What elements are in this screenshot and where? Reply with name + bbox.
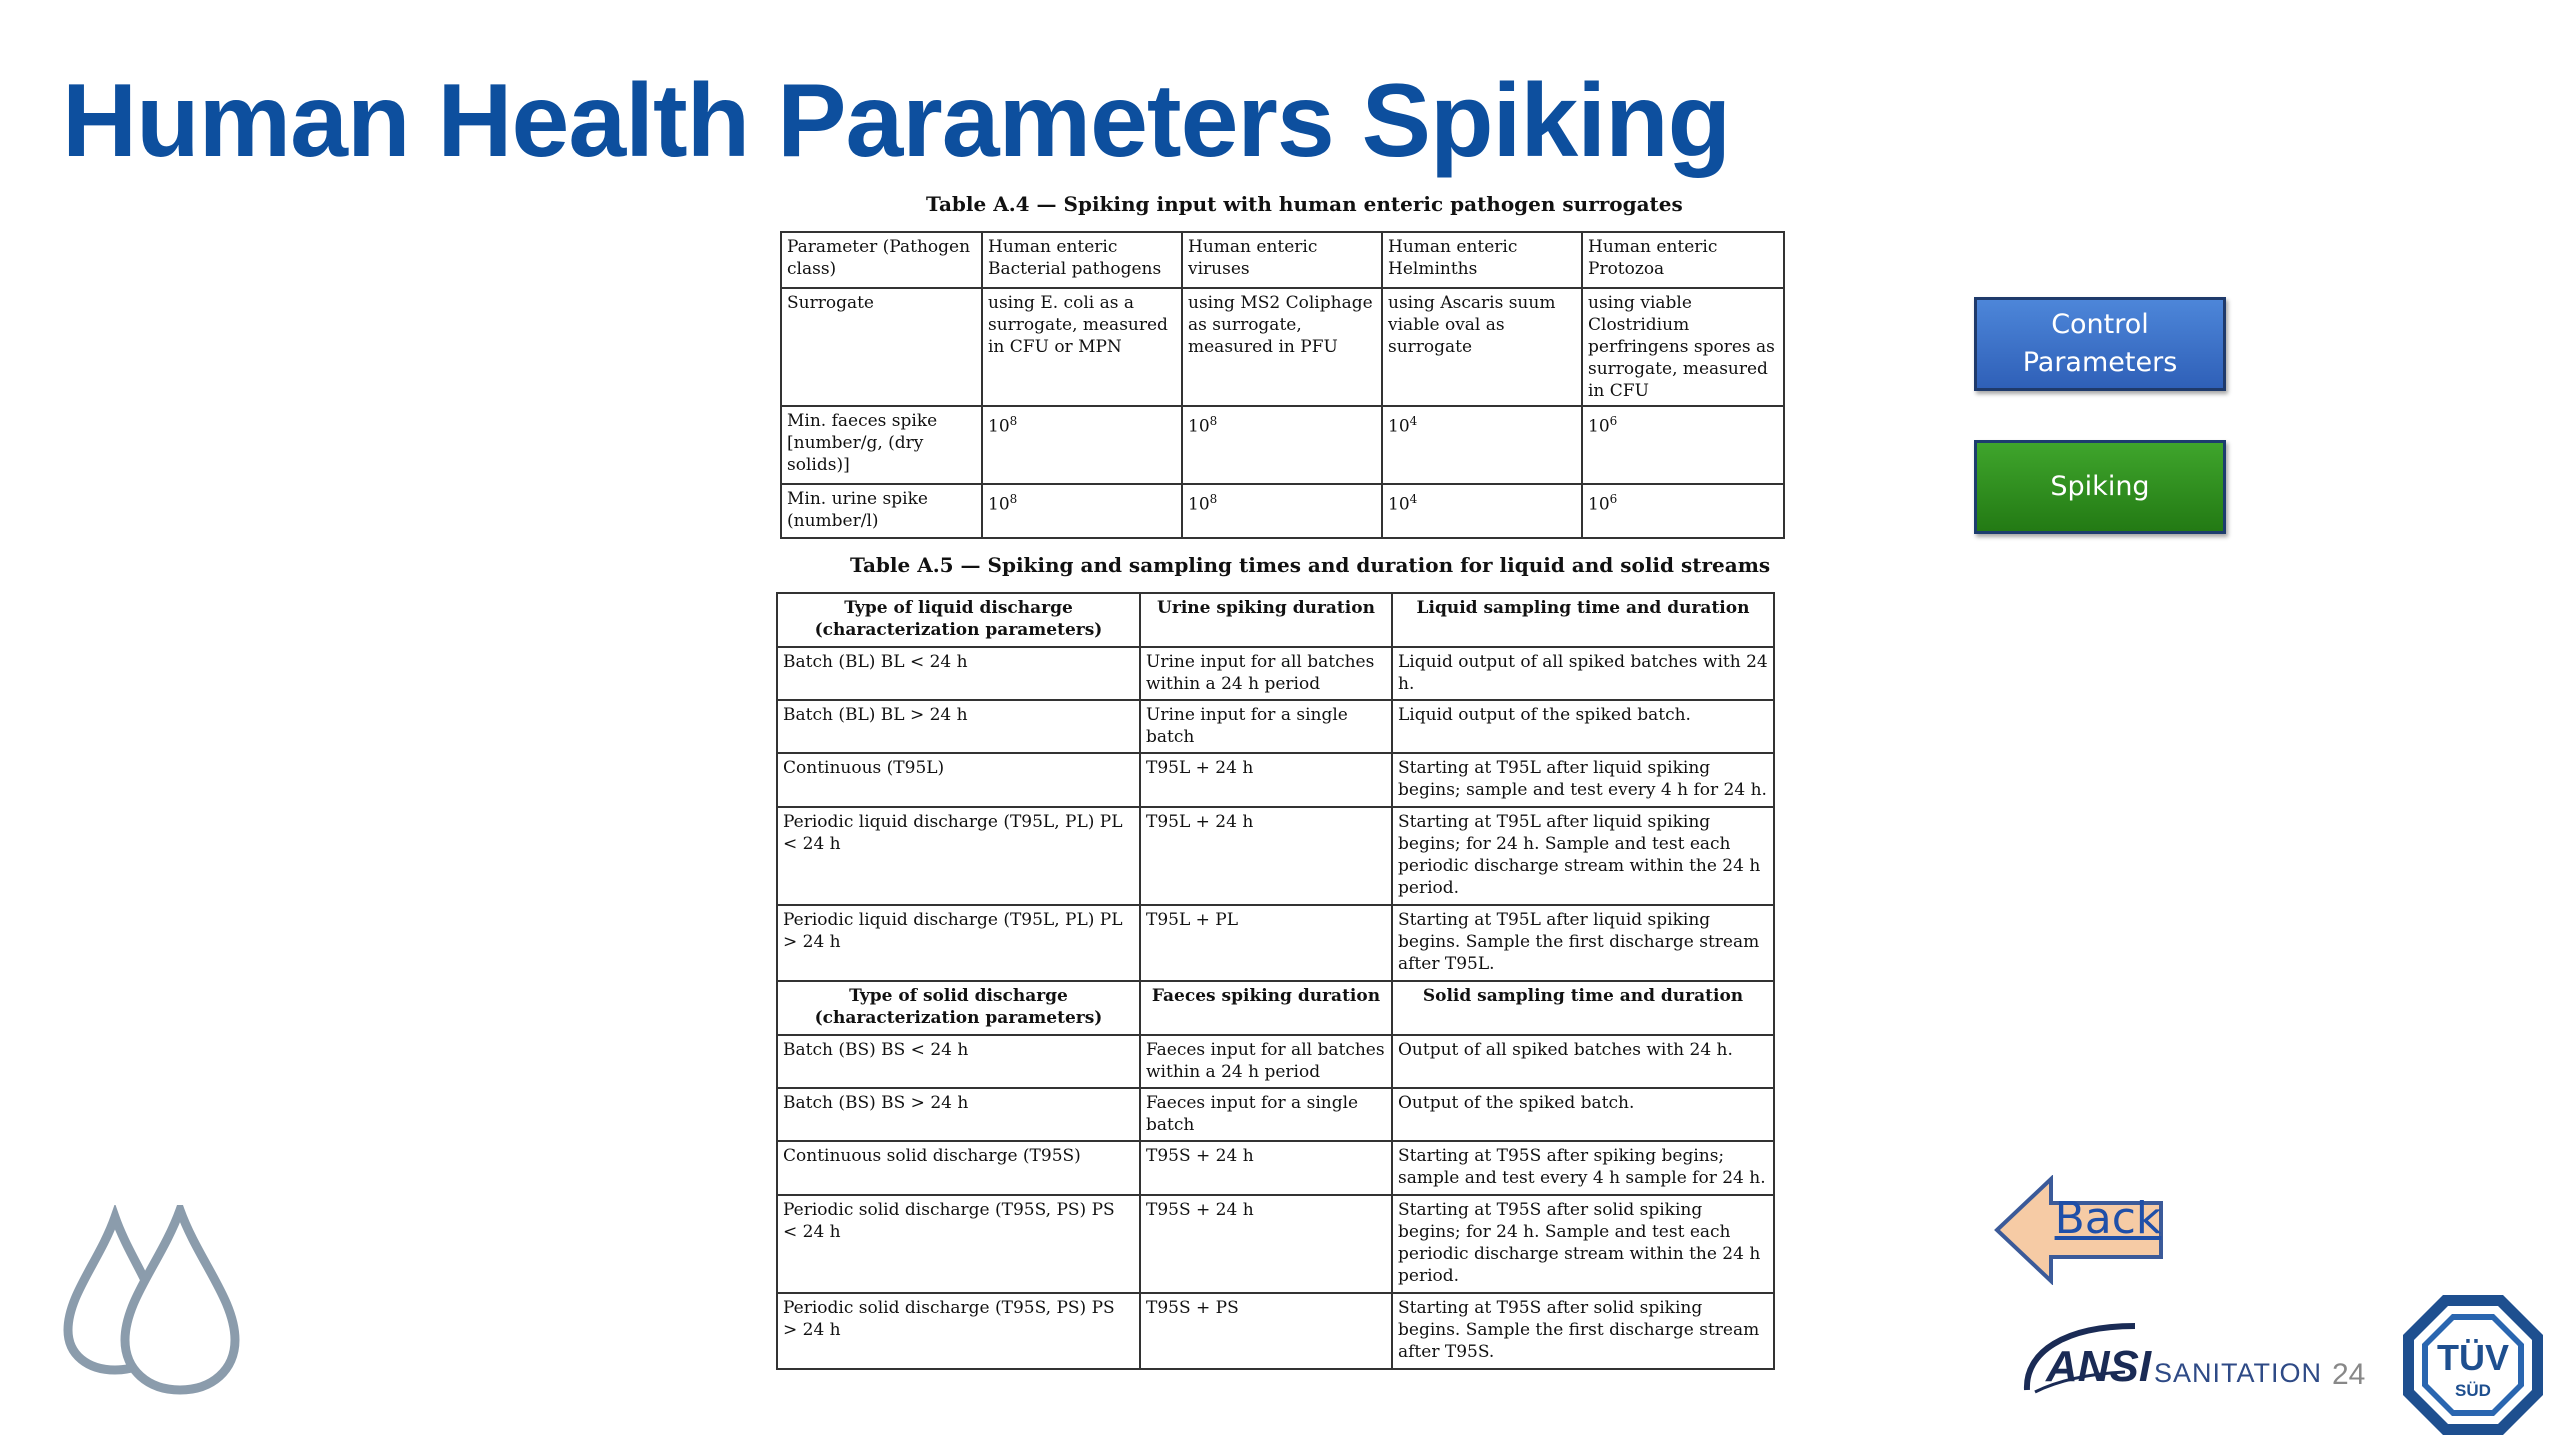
table-row bbox=[781, 406, 1784, 484]
back-button[interactable] bbox=[1993, 1175, 2168, 1285]
table-cell: Human enteric viruses bbox=[1182, 232, 1382, 288]
table-header-cell: Liquid sampling time and duration bbox=[1392, 593, 1774, 647]
table-row bbox=[777, 807, 1774, 905]
table-header-row bbox=[777, 981, 1774, 1035]
power-base: 10 bbox=[1588, 416, 1610, 437]
table-cell: using Ascaris suum viable oval as surrogate bbox=[1382, 288, 1582, 406]
table-cell: Min. urine spike (number/l) bbox=[781, 484, 982, 538]
table-cell: Human enteric Protozoa bbox=[1582, 232, 1784, 288]
table-cell: Faeces input for a single batch bbox=[1140, 1088, 1392, 1141]
table-cell bbox=[1182, 406, 1382, 484]
table-cell: Starting at T95L after liquid spiking begins. Sample the first discharge stream after T95L. bbox=[1392, 905, 1774, 981]
table-row bbox=[781, 484, 1784, 538]
power-base: 10 bbox=[1588, 494, 1610, 515]
table-cell: Periodic solid discharge (T95S, PS) PS < 24 h bbox=[777, 1195, 1140, 1293]
table-cell: Urine input for all batches within a 24 h period bbox=[1140, 647, 1392, 700]
back-label: Back bbox=[2054, 1193, 2162, 1244]
power-base: 10 bbox=[988, 494, 1010, 515]
table-header-cell: Faeces spiking duration bbox=[1140, 981, 1392, 1035]
table-row bbox=[781, 288, 1784, 406]
table-row bbox=[777, 905, 1774, 981]
table-cell: Liquid output of the spiked batch. bbox=[1392, 700, 1774, 753]
table-cell: Batch (BL) BL < 24 h bbox=[777, 647, 1140, 700]
table-cell: Periodic liquid discharge (T95L, PL) PL > 24 h bbox=[777, 905, 1140, 981]
table-a5 bbox=[776, 592, 1775, 1370]
table-header-cell: Solid sampling time and duration bbox=[1392, 981, 1774, 1035]
power-base: 10 bbox=[1188, 494, 1210, 515]
table-a5-caption: Table A.5 — Spiking and sampling times and duration for liquid and solid streams bbox=[850, 553, 1771, 577]
table-cell: Output of the spiked batch. bbox=[1392, 1088, 1774, 1141]
table-cell: Human enteric Helminths bbox=[1382, 232, 1582, 288]
table-cell bbox=[982, 406, 1182, 484]
table-header-cell: Type of liquid discharge (characterization parameters) bbox=[777, 593, 1140, 647]
table-cell: Starting at T95S after spiking begins; sample and test every 4 h sample for 24 h. bbox=[1392, 1141, 1774, 1195]
power-exponent: 4 bbox=[1409, 492, 1418, 506]
power-base: 10 bbox=[988, 416, 1010, 437]
tuv-sud-logo-icon bbox=[2398, 1290, 2548, 1445]
power-exponent: 8 bbox=[1009, 492, 1018, 506]
table-cell: Batch (BS) BS < 24 h bbox=[777, 1035, 1140, 1088]
water-drops-icon bbox=[60, 1205, 260, 1410]
table-cell: Faeces input for all batches within a 24 h period bbox=[1140, 1035, 1392, 1088]
table-cell: using viable Clostridium perfringens spores as surrogate, measured in CFU bbox=[1582, 288, 1784, 406]
table-cell: T95L + 24 h bbox=[1140, 807, 1392, 905]
table-cell bbox=[1582, 406, 1784, 484]
table-cell: Periodic liquid discharge (T95L, PL) PL < 24 h bbox=[777, 807, 1140, 905]
power-exponent: 6 bbox=[1609, 492, 1618, 506]
table-cell: Output of all spiked batches with 24 h. bbox=[1392, 1035, 1774, 1088]
ansi-brand-sub: SANITATION bbox=[2154, 1358, 2323, 1388]
power-base: 10 bbox=[1388, 494, 1410, 515]
table-row bbox=[777, 700, 1774, 753]
table-cell: Urine input for a single batch bbox=[1140, 700, 1392, 753]
table-cell bbox=[1582, 484, 1784, 538]
spiking-button[interactable]: Spiking bbox=[1974, 440, 2226, 534]
page-number: 24 bbox=[2332, 1358, 2366, 1391]
control-parameters-button[interactable]: Control Parameters bbox=[1974, 297, 2226, 391]
table-cell: using E. coli as a surrogate, measured in CFU or MPN bbox=[982, 288, 1182, 406]
table-cell bbox=[1182, 484, 1382, 538]
table-cell bbox=[1382, 484, 1582, 538]
table-cell: Continuous solid discharge (T95S) bbox=[777, 1141, 1140, 1195]
table-row bbox=[777, 1293, 1774, 1369]
table-header-row bbox=[777, 593, 1774, 647]
table-cell: Starting at T95L after liquid spiking begins; sample and test every 4 h for 24 h. bbox=[1392, 753, 1774, 807]
table-cell: Liquid output of all spiked batches with 24 h. bbox=[1392, 647, 1774, 700]
table-a4 bbox=[780, 231, 1785, 539]
power-exponent: 8 bbox=[1009, 414, 1018, 428]
table-cell bbox=[982, 484, 1182, 538]
table-cell: Surrogate bbox=[781, 288, 982, 406]
table-cell: Batch (BL) BL > 24 h bbox=[777, 700, 1140, 753]
table-cell: T95L + 24 h bbox=[1140, 753, 1392, 807]
table-cell: Starting at T95L after liquid spiking begins; for 24 h. Sample and test each periodic discharge stream within the 24 h period. bbox=[1392, 807, 1774, 905]
table-cell: Continuous (T95L) bbox=[777, 753, 1140, 807]
tuv-top-text: TÜV bbox=[2437, 1337, 2509, 1378]
table-cell: using MS2 Coliphage as surrogate, measured in PFU bbox=[1182, 288, 1382, 406]
table-cell: Batch (BS) BS > 24 h bbox=[777, 1088, 1140, 1141]
power-exponent: 8 bbox=[1209, 414, 1218, 428]
table-cell: Min. faeces spike [number/g, (dry solids)] bbox=[781, 406, 982, 484]
power-exponent: 8 bbox=[1209, 492, 1218, 506]
table-a4-caption: Table A.4 — Spiking input with human enteric pathogen surrogates bbox=[926, 192, 1683, 216]
table-row bbox=[777, 1141, 1774, 1195]
power-base: 10 bbox=[1388, 416, 1410, 437]
power-base: 10 bbox=[1188, 416, 1210, 437]
table-cell: Periodic solid discharge (T95S, PS) PS > 24 h bbox=[777, 1293, 1140, 1369]
table-cell: Starting at T95S after solid spiking begins. Sample the first discharge stream after T95S. bbox=[1392, 1293, 1774, 1369]
ansi-brand: ANSI bbox=[2046, 1342, 2152, 1391]
table-row bbox=[777, 1088, 1774, 1141]
table-cell: T95S + PS bbox=[1140, 1293, 1392, 1369]
table-cell: T95S + 24 h bbox=[1140, 1195, 1392, 1293]
table-cell: Parameter (Pathogen class) bbox=[781, 232, 982, 288]
power-exponent: 6 bbox=[1609, 414, 1618, 428]
table-row bbox=[777, 1035, 1774, 1088]
table-cell bbox=[1382, 406, 1582, 484]
table-cell: Starting at T95S after solid spiking begins; for 24 h. Sample and test each periodic discharge stream within the 24 h period. bbox=[1392, 1195, 1774, 1293]
table-cell: Human enteric Bacterial pathogens bbox=[982, 232, 1182, 288]
table-header-cell: Urine spiking duration bbox=[1140, 593, 1392, 647]
table-header-cell: Type of solid discharge (characterization parameters) bbox=[777, 981, 1140, 1035]
tuv-bottom-text: SÜD bbox=[2455, 1381, 2491, 1400]
table-row bbox=[777, 647, 1774, 700]
page-title: Human Health Parameters Spiking bbox=[62, 63, 1731, 179]
table-row bbox=[781, 232, 1784, 288]
table-row bbox=[777, 1195, 1774, 1293]
table-row bbox=[777, 753, 1774, 807]
table-cell: T95S + 24 h bbox=[1140, 1141, 1392, 1195]
table-cell: T95L + PL bbox=[1140, 905, 1392, 981]
power-exponent: 4 bbox=[1409, 414, 1418, 428]
